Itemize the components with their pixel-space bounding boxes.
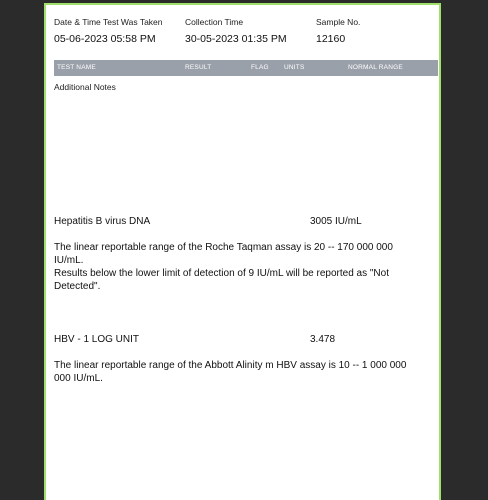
- abbott-range-note: The linear reportable range of the Abbott Alinity m HBV assay is 10 -- 1 000 000 000 IU/mL.: [54, 360, 407, 384]
- column-units: UNITS: [284, 64, 305, 71]
- sample-no-label: Sample No.: [316, 17, 361, 27]
- hbv-log-unit-result: 3.478: [310, 334, 336, 345]
- column-test-name: TEST NAME: [57, 64, 96, 71]
- results-table-header: [54, 60, 438, 76]
- date-taken-value: 05-06-2023 05:58 PM: [54, 33, 156, 45]
- additional-notes-label: Additional Notes: [54, 82, 116, 92]
- column-normal-range: NORMAL RANGE: [348, 64, 403, 71]
- hbv-log-unit-test-name: HBV - 1 LOG UNIT: [54, 334, 140, 345]
- sample-no-value: 12160: [316, 33, 346, 45]
- roche-range-note: The linear reportable range of the Roche Taqman assay is 20 -- 170 000 000 IU/mL.: [54, 242, 393, 266]
- collection-time-value: 30-05-2023 01:35 PM: [185, 33, 287, 45]
- hbv-dna-test-name: Hepatitis B virus DNA: [54, 216, 151, 227]
- detection-limit-note: Results below the lower limit of detection of 9 IU/mL will be reported as "Not Detected".: [54, 268, 389, 292]
- collection-time-label: Collection Time: [185, 17, 244, 27]
- date-taken-label: Date & Time Test Was Taken: [54, 17, 163, 27]
- hbv-dna-result: 3005 IU/mL: [310, 216, 362, 227]
- report-page: [44, 3, 441, 500]
- column-flag: FLAG: [251, 64, 269, 71]
- column-result: RESULT: [185, 64, 212, 71]
